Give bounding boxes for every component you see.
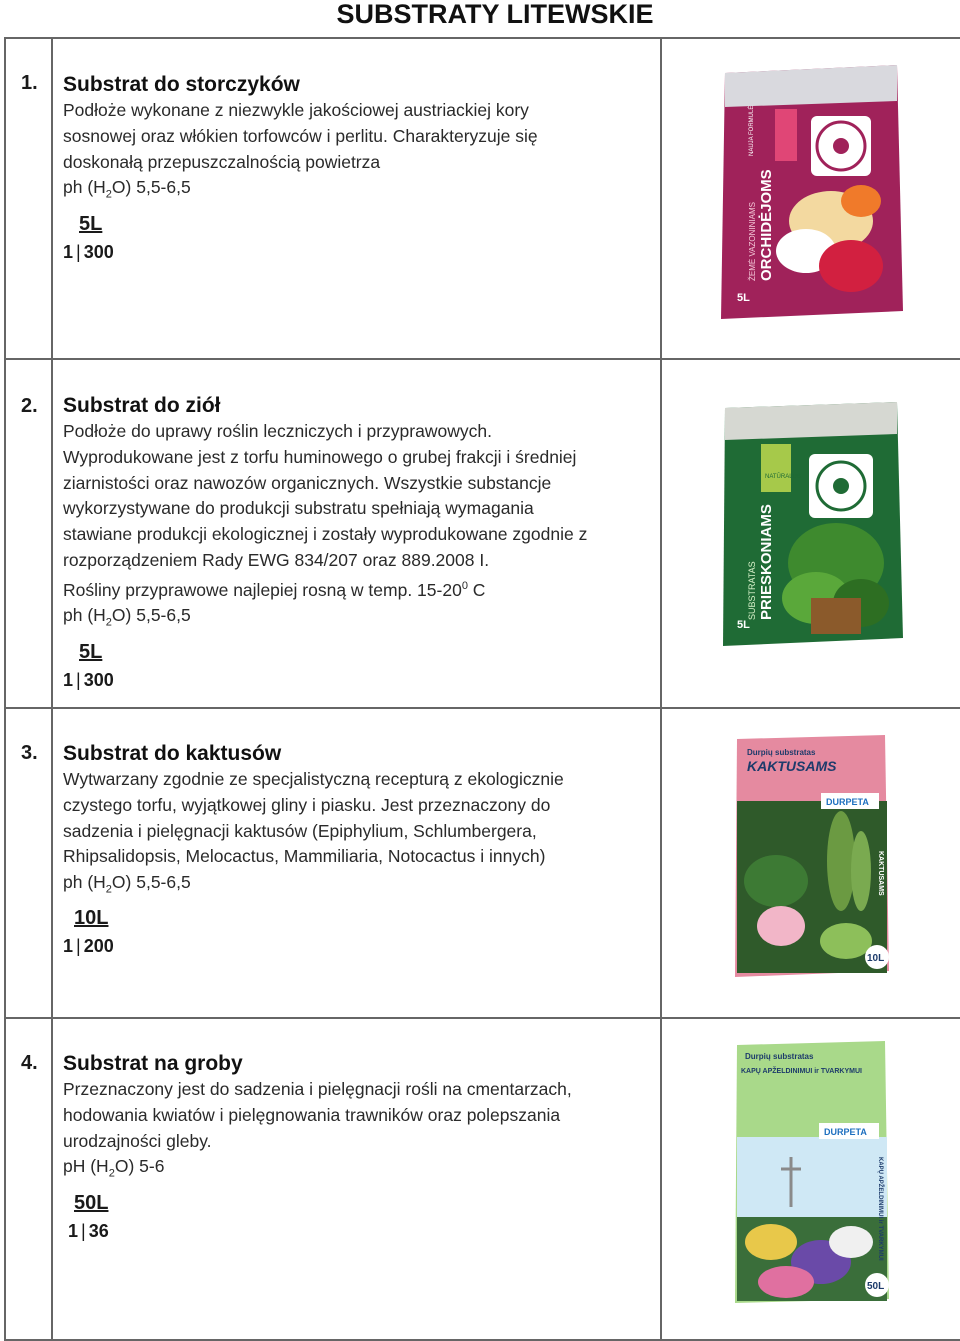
product-name: Substrat do ziół [63,394,221,417]
description-line: urodzajności gleby. [63,1130,212,1151]
pack-quantity: 1 | 36 [68,1220,109,1241]
description-line: Podłoże wykonane z niezwykle jakościowej austriackiej kory [63,100,529,120]
ph-value: ph $(H_2O)$ 5,5-6,5 [63,872,191,896]
package-volume: 5L [737,619,750,631]
product-name: Substrat do kaktusów [63,742,282,765]
ph-value: pH $(H_2O)$ 5-6 [63,1156,165,1180]
description-line: Przeznaczony jest do sadzenia i pielęgnacji rośli na cmentarzach, [63,1079,572,1099]
page-title: SUBSTRATY LITEWSKIE [336,0,654,29]
package-sublabel: SUBSTRATAS [747,561,757,620]
product-name: Substrat do storczyków [63,73,300,96]
product-number: 2. [5,359,52,708]
product-description-cell [52,359,661,708]
package-volume: 50L [867,1281,885,1292]
products-table [4,37,960,1341]
description-line: rozporządzeniem Rady EWG 834/207 oraz 889.2008 I. [63,549,490,570]
pack-quantity: 1 | 200 [63,936,114,957]
package-side-label: KAPŲ APŽELDINIMUI ir TVARKYMUI [877,1157,883,1261]
product-row-1 [5,38,960,359]
package-logo: DURPETA [826,797,869,807]
product-image-cell [661,1018,960,1340]
description-line: Wytwarzany zgodnie ze specjalistyczną recepturą z ekologicznie [63,769,564,789]
product-row-3 [5,708,960,1018]
product-name: Substrat na groby [63,1052,243,1075]
volume: 5L [79,640,103,663]
description-line: Podłoże do uprawy roślin leczniczych i przyprawowych. [63,421,492,441]
product-package-image [731,731,891,981]
package-label: KAPŲ APŽELDINIMUI ir TVARKYMUI [741,1068,862,1075]
description-line: wykorzystywane do produkcji substratu spełniają wymagania [63,498,534,519]
description-line: sosnowej oraz włókien torfowców i perlitu. Charakteryzuje się [63,125,538,146]
product-description-cell [52,1018,661,1340]
package-sublabel: ŽEMĖ VAZONINIAMS [748,202,757,281]
volume: 10L [74,907,109,930]
description-line: doskonałą przepuszczalnością powietrza [63,151,381,172]
package-brand: Durpių substratas [747,748,816,757]
product-description-cell [52,38,661,359]
package-label: ORCHIDĖJOMS [758,169,775,281]
description-line: Rhipsalidopsis, Melocactus, Mammiliaria, Notocactus i innych) [63,846,546,867]
package-badge: NAUJA FORMULĖ [749,105,755,156]
temperature-line: Rośliny przyprawowe najlepiej rosną w temp. $15-20^0$ C [63,579,486,600]
product-number: 4. [5,1018,52,1340]
description-line: ziarnistości oraz nawozów organicznych. Wszystkie substancje [63,472,552,493]
pack-quantity: 1 | 300 [63,669,114,690]
product-package-image [711,398,911,648]
product-number: 1. [5,38,52,359]
ph-value: ph $(H_2O)$ 5,5-6,5 [63,605,191,629]
product-package-image [711,61,911,323]
product-image-cell [661,359,960,708]
product-number: 3. [5,708,52,1018]
description-line: Wyprodukowane jest z torfu huminowego o grubej frakcji i średniej [63,446,577,467]
ph-value: ph $(H_2O)$ 5,5-6,5 [63,177,191,201]
package-side-label: KAKTUSAMS [877,851,884,896]
description-line: sadzenia i pielęgnacji kaktusów (Epiphylium, Schlumbergera, [63,820,537,841]
product-description-cell [52,708,661,1018]
description-line: stawiane produkcji ekologicznej i zostały wyprodukowane zgodnie z [63,524,588,545]
package-badge: NATŪRALUS [765,474,801,480]
product-image-cell [661,38,960,359]
volume: 50L [74,1191,109,1214]
pack-quantity: 1 | 300 [63,241,114,262]
description-line: czystego torfu, wyjątkowej gliny i piasku. Jest przeznaczony do [63,794,551,815]
product-row-2 [5,359,960,708]
package-logo: DURPETA [824,1127,867,1137]
package-volume: 10L [867,953,885,964]
package-label: KAKTUSAMS [747,758,837,774]
package-label: PRIESKONIAMS [758,504,775,620]
volume: 5L [79,212,103,235]
product-row-4 [5,1018,960,1340]
description-line: hodowania kwiatów i pielęgnowania trawników oraz polepszania [63,1104,561,1125]
product-image-cell [661,708,960,1018]
product-package-image [731,1037,891,1307]
package-brand: Durpių substratas [745,1052,814,1061]
package-volume: 5L [737,292,750,304]
